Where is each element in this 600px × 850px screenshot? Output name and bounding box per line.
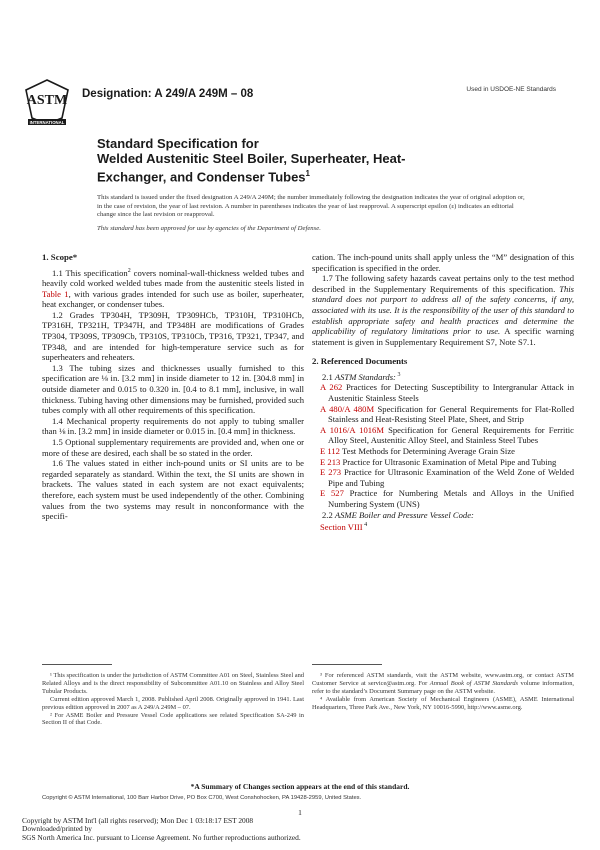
reference-item (320, 488, 574, 509)
footnote-rule-left (42, 664, 112, 665)
reference-item (320, 403, 574, 425)
astm-standards-label: 2.1 ASTM Standards: $^3$ (322, 371, 401, 382)
section-viii-link[interactable]: Section VIII (320, 521, 363, 532)
footnote-1-edition: Current edition approved March 1, 2008. Published April 2008. Originally approved in 1941. Last previous edition approved in 2007 as A 249/A 249M – 07. (42, 695, 304, 711)
reference-code-link[interactable]: E 273 (320, 467, 342, 478)
footnote-rule-right (312, 664, 382, 665)
svg-text:ASTM: ASTM (26, 93, 68, 108)
paragraph-1-5: 1.5 Optional supplementary requirements are provided and, when one or more of these are desired, each shall be so stated in the order. (42, 436, 304, 458)
paragraph-1-2: 1.2 Grades TP304H, TP309H, TP309HCb, TP310H, TP310HCb, TP316H, TP321H, TP347H, and TP348H are modifications of Grades TP304, TP309S, TP309Cb, TP310S, TP310Cb, TP316, TP321, TP347, and TP348, and are intended for high-temperature service such as for superheaters and reheaters. (42, 309, 304, 363)
title-footnote-mark: 1 (305, 169, 310, 178)
paragraph-1-7: 1.7 The following safety hazards caveat pertains only to the test method described in the Supplementary Requirements of this specification. This standard does not purport to address all of the safety concerns, if any, associated with its use. It is the responsibility of the user of this standard to establish appropriate safety and health practices and determine the applicability of regulatory limitations prior to use. A specific warning statement is given in Supplementary Requirement S7, Note S7.1. (312, 273, 574, 347)
asme-section-ref: Section VIII $^4$ (320, 521, 368, 532)
copyright-line: Copyright © ASTM International, 100 Barr Harbor Drive, PO Box C700, West Conshohocken, PA 19428-2959, United States. (42, 795, 362, 801)
reference-title: Test Methods for Determining Average Grain Size (339, 445, 515, 456)
title-line-3: Exchanger, and Condenser Tubes$^1$ (97, 169, 310, 185)
footnote-4: ⁴ Available from American Society of Mechanical Engineers (ASME), ASME International Headquarters, Three Park Ave., New York, NY 10016-5990, http://www.asme.org. (312, 695, 574, 711)
left-column (42, 252, 304, 522)
scope-heading: 1. Scope* (42, 252, 78, 262)
footnote-3: ³ For referenced ASTM standards, visit the ASTM website, www.astm.org, or contact ASTM Customer Service at service@astm.org. For Annual Book of ASTM Standards volume information, refer to the standard’s Document Summary page on the ASTM website. (312, 672, 575, 695)
download-notice (22, 817, 301, 842)
paragraph-1-6: 1.6 The values stated in either inch-pound units or SI units are to be regarded separately as standard. Within the text, the SI units are shown in brackets. The values stated in each system are not exact equivalents; therefore, each system must be used independently of the other. Combining values from the two systems may result in nonconformance with the specifi- (42, 458, 304, 522)
issued-note: This standard is issued under the fixed designation A 249/A 249M; the number immediately following the designation indicates the year of original adoption or, in the case of revision, the year of last revision. A number in parentheses indicates the year of last reapproval. A superscript epsilon (ε) indicates an editorial change since the last revision or reapproval. (97, 194, 525, 219)
download-line-3: SGS North America Inc. pursuant to License Agreement. No further reproductions authorized. (22, 832, 301, 842)
reference-item (320, 445, 574, 457)
title-line-1: Standard Specification for (97, 136, 259, 151)
reference-item (320, 456, 574, 468)
download-line-2: Downloaded/printed by (22, 824, 92, 834)
reference-title: Practice for Ultrasonic Examination of Metal Pipe and Tubing (340, 456, 557, 467)
download-line-1: Copyright by ASTM Int'l (all rights reserved); Mon Dec 1 03:18:17 EST 2008 (22, 816, 254, 825)
reference-item (320, 424, 574, 446)
reference-item (320, 382, 574, 403)
reference-code-link[interactable]: E 213 (320, 456, 341, 467)
svg-text:INTERNATIONAL: INTERNATIONAL (29, 120, 65, 125)
referenced-documents-heading: 2. Referenced Documents (312, 356, 408, 367)
reference-code-link[interactable]: A 480/A 480M (320, 403, 375, 414)
asme-code-label: 2.2 ASME Boiler and Pressure Vessel Code: (322, 509, 474, 520)
approved-note: This standard has been approved for use by agencies of the Department of Defense. (97, 225, 321, 232)
reference-title: Practice for Ultrasonic Examination of the Weld Zone of Welded Pipe and Tubing (328, 467, 574, 488)
footnote-2: ² For ASME Boiler and Pressure Vessel Code applications see related Specification SA-249 in Section II of that Code. (42, 711, 304, 727)
paragraph-1-4: 1.4 Mechanical property requirements do not apply to tubing smaller than ⅛ in. [3.2 mm] in inside diameter or 0.015 in. [0.4 mm] in thickness. (42, 415, 304, 437)
paragraph-1-1: 1.1 This specification$^2$ covers nominal-wall-thickness welded tubes and heavily cold worked welded tubes made from the austenitic steels listed in Table 1, with various grades intended for such use as boiler, superheater, heat exchanger, or condenser tubes. (42, 267, 304, 310)
reference-title: Practice for Numbering Metals and Alloys in the Unified Numbering System (UNS) (328, 488, 574, 509)
reference-title: Specification for General Requirements for Ferritic Alloy Steel, Austenitic Alloy Steel, and Stainless Steel Tubes (328, 424, 574, 446)
reference-code-link[interactable]: E 527 (320, 488, 344, 499)
paragraph-1-6-cont: cation. The inch-pound units shall apply unless the “M” designation of this specification is specified in the order. (312, 252, 574, 273)
document-title (97, 136, 517, 184)
designation: Designation: A 249/A 249M – 08 (82, 88, 254, 100)
reference-list (312, 382, 574, 509)
reference-title: Practices for Detecting Susceptibility to Intergranular Attack in Austenitic Stainless Steels (328, 382, 574, 403)
reference-title: Specification for General Requirements for Flat-Rolled Stainless and Heat-Resisting Steel Plate, Sheet, and Strip (328, 403, 574, 425)
reference-code-link[interactable]: A 262 (320, 382, 343, 393)
reference-item (320, 467, 574, 488)
used-in-note: Used in USDOE-NE Standards (466, 86, 556, 93)
page-number: 1 (298, 808, 302, 817)
footnotes-left (42, 672, 304, 727)
right-column (312, 252, 574, 533)
paragraph-1-3: 1.3 The tubing sizes and thicknesses usually furnished to this specification are ⅛ in. [3.2 mm] in inside diameter to 12 in. [304.8 mm] in outside diameter and 0.015 to 0.320 in. [0.4 to 8.1 mm], inclusive, in wall thickness. Tubing having other dimensions may be furnished, provided such tubes comply with all other requirements of this specification. (42, 362, 304, 416)
table-1-link[interactable]: Table 1 (42, 288, 69, 299)
title-line-2: Welded Austenitic Steel Boiler, Superheater, Heat- (97, 151, 406, 166)
astm-logo (22, 78, 72, 130)
reference-code-link[interactable]: E 112 (320, 445, 340, 456)
footnotes-right (312, 672, 574, 712)
footnote-1: ¹ This specification is under the jurisdiction of ASTM Committee A01 on Steel, Stainless Steel and Related Alloys and is the direct responsibility of Subcommittee A01.10 on Stainless and Alloy Steel Tubular Products. (42, 672, 304, 695)
summary-note: *A Summary of Changes section appears at the end of this standard. (190, 782, 410, 791)
reference-code-link[interactable]: A 1016/A 1016M (320, 424, 384, 435)
